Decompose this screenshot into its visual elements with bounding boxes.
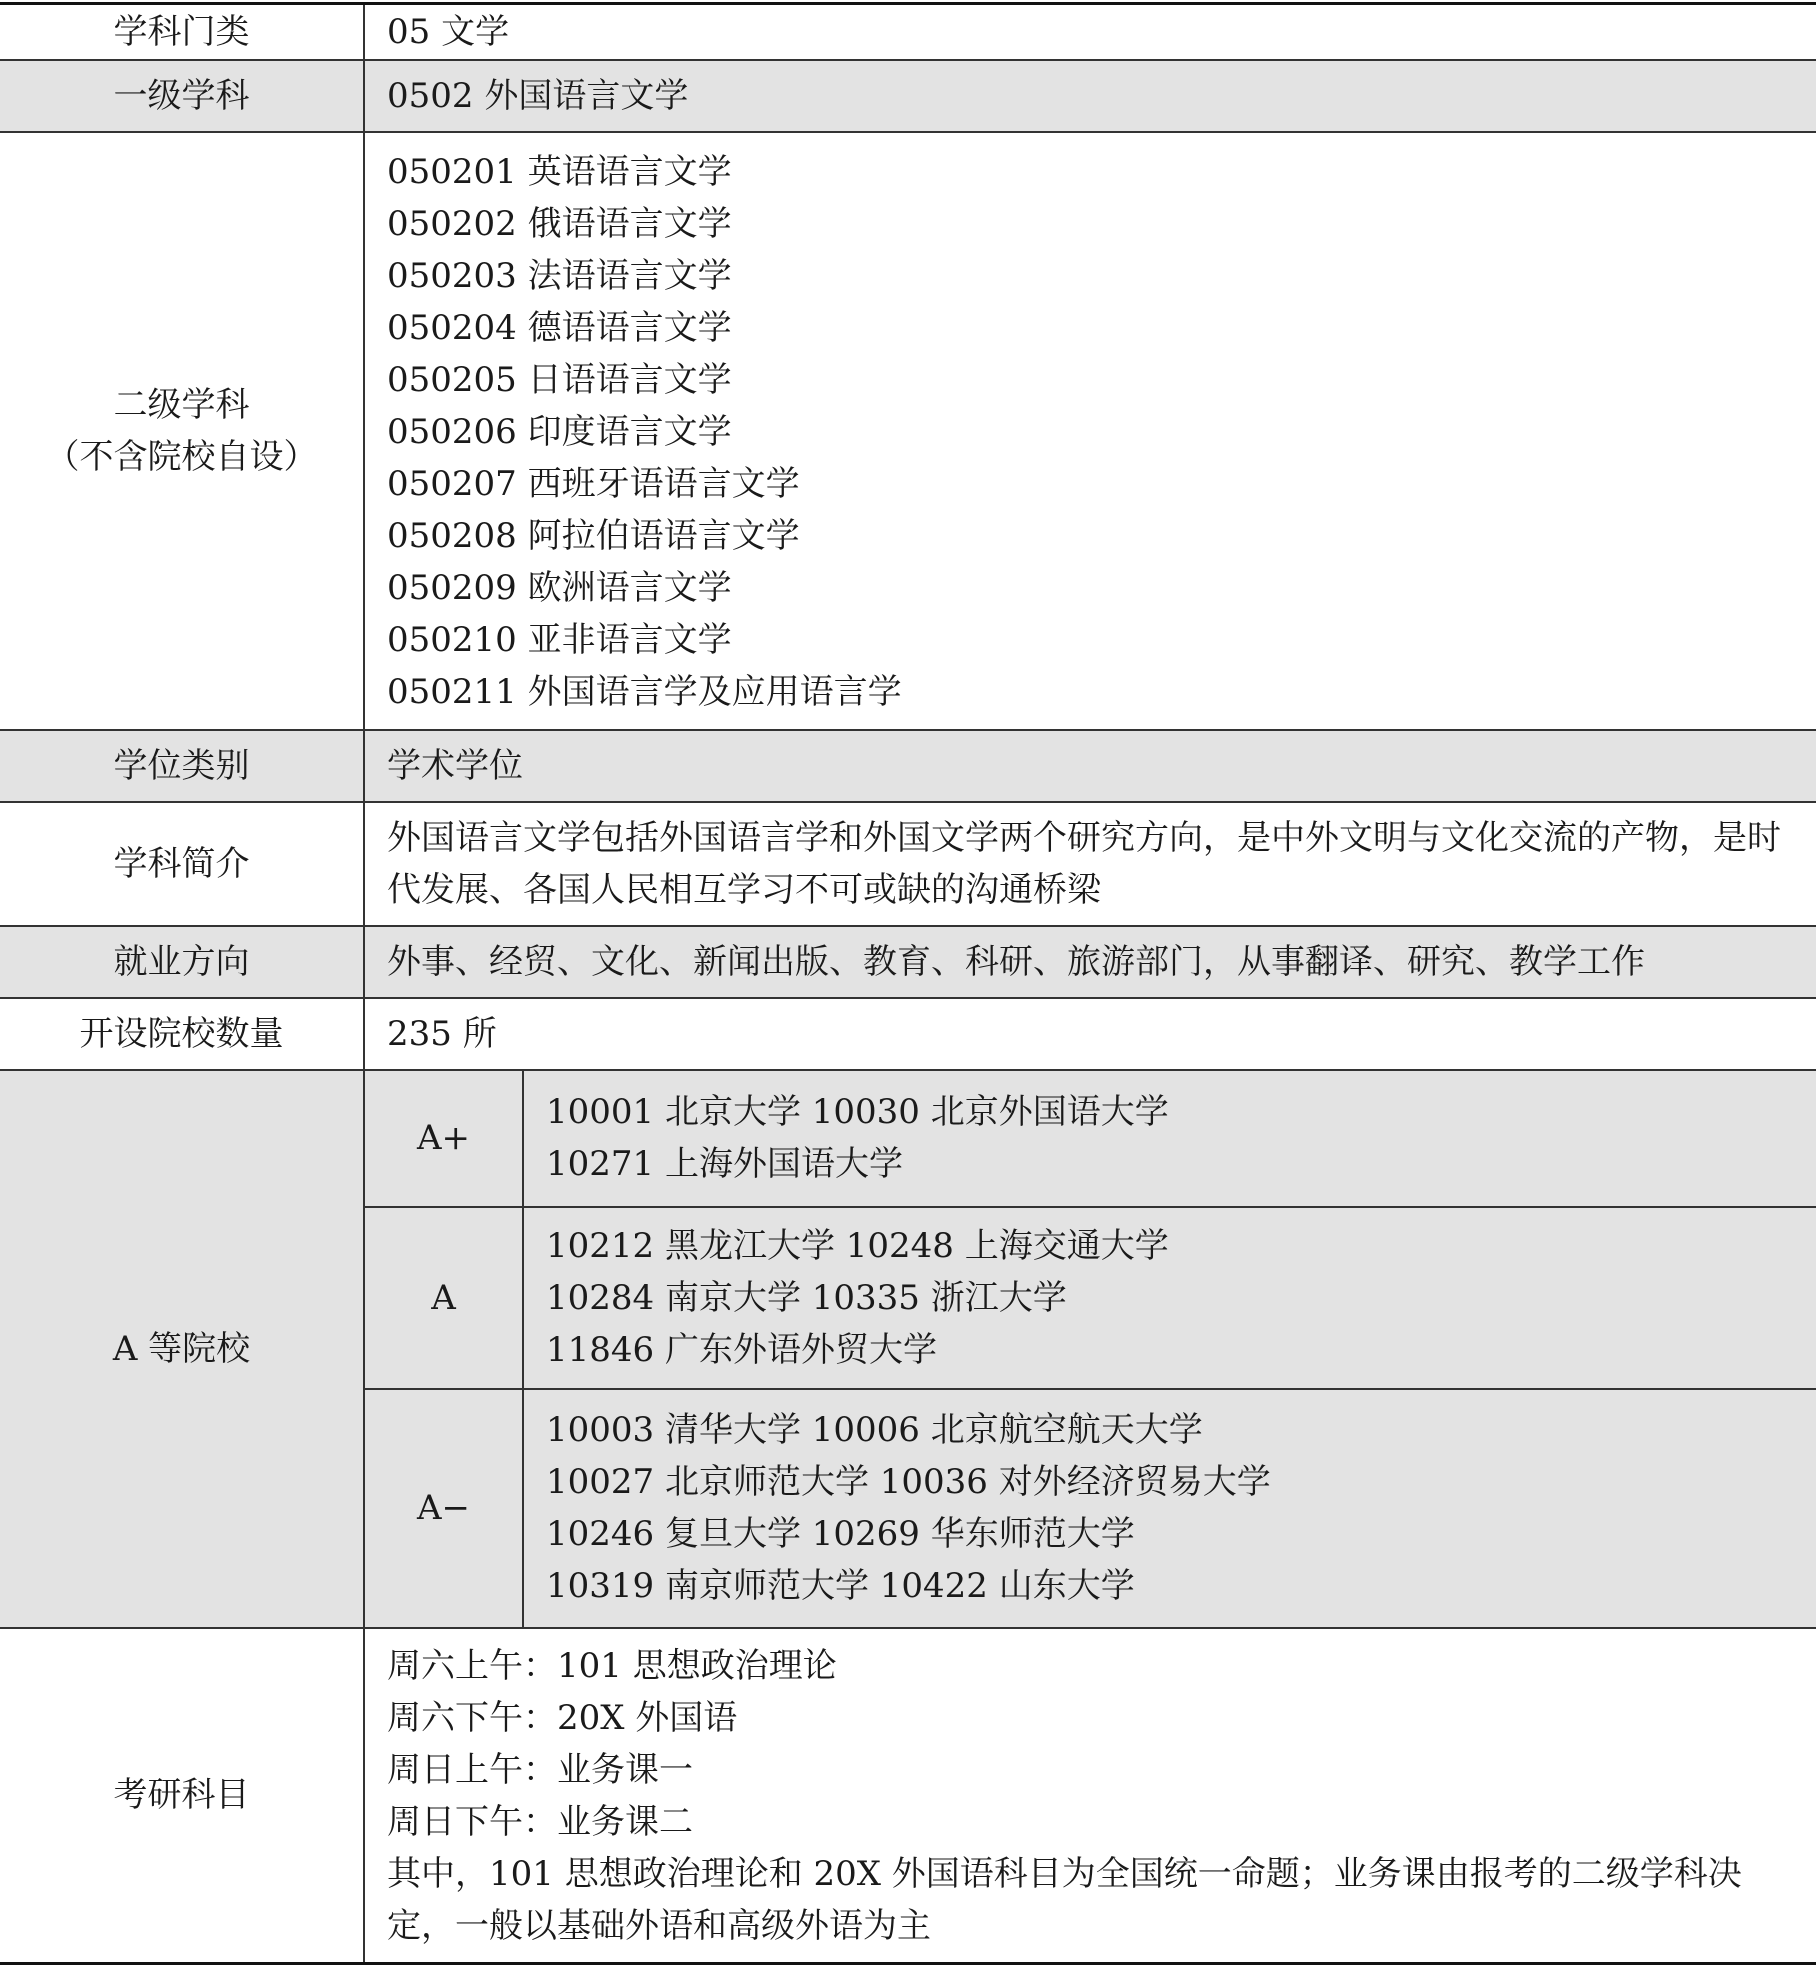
row-a-grade [0,1070,1816,1628]
value-exam [364,1628,1816,1964]
label-school-count: 开设院校数量 [0,998,364,1070]
grade-label-a: A [365,1207,523,1389]
exam-line: 周日上午：业务课一 [387,1750,693,1791]
label-second-level-line1: 二级学科 [113,384,250,425]
row-school-count [0,998,1816,1070]
a-grade-subtable [365,1071,1816,1627]
value-category: 05 文学 [364,4,1816,60]
exam-note: 其中，101 思想政治理论和 20X 外国语科目为全国统一命题；业务课由报考的二级学科决定，一般以基础外语和高级外语为主 [387,1854,1742,1947]
list-item: 050205 日语语言文学 [387,359,732,400]
exam-line: 周六下午：20X 外国语 [387,1698,738,1739]
label-degree-type: 学位类别 [0,730,364,802]
grade-row-a-minus [365,1389,1816,1627]
grade-row-a-plus [365,1071,1816,1207]
row-second-level [0,132,1816,730]
list-item: 050207 西班牙语语言文学 [387,463,800,504]
value-employment: 外事、经贸、文化、新闻出版、教育、科研、旅游部门，从事翻译、研究、教学工作 [364,926,1816,998]
label-a-grade: A 等院校 [0,1070,364,1628]
school-line: 10001 北京大学 10030 北京外国语大学 [546,1092,1169,1132]
label-employment: 就业方向 [0,926,364,998]
list-item: 050203 法语语言文学 [387,255,732,296]
discipline-info-table [0,2,1816,1965]
label-exam: 考研科目 [0,1628,364,1964]
value-intro [364,802,1816,926]
list-item: 050204 德语语言文学 [387,307,732,348]
grade-schools-a-plus [523,1071,1816,1207]
list-item: 050201 英语语言文学 [387,151,732,192]
list-item: 050210 亚非语言文学 [387,619,732,660]
exam-line: 周日下午：业务课二 [387,1802,693,1843]
row-degree-type [0,730,1816,802]
value-first-level: 0502 外国语言文学 [364,60,1816,132]
row-first-level [0,60,1816,132]
list-item: 050202 俄语语言文学 [387,203,732,244]
row-employment [0,926,1816,998]
list-item: 050211 外国语言学及应用语言学 [387,671,902,712]
row-exam [0,1628,1816,1964]
school-line: 10246 复旦大学 10269 华东师范大学 [546,1514,1135,1554]
school-line: 10271 上海外国语大学 [546,1144,903,1184]
grade-schools-a [523,1207,1816,1389]
intro-text: 外国语言文学包括外国语言学和外国文学两个研究方向，是中外文明与文化交流的产物，是时代发展、各国人民相互学习不可或缺的沟通桥梁 [387,817,1781,910]
exam-line: 周六上午：101 思想政治理论 [387,1646,837,1687]
grade-row-a [365,1207,1816,1389]
school-line: 10003 清华大学 10006 北京航空航天大学 [546,1410,1203,1450]
value-second-level-list [364,132,1816,730]
grade-label-a-plus: A+ [365,1071,523,1207]
school-line: 11846 广东外语外贸大学 [546,1329,937,1370]
row-category [0,4,1816,60]
value-degree-type: 学术学位 [364,730,1816,802]
a-grade-subtable-cell [364,1070,1816,1628]
label-second-level [0,132,364,730]
list-item: 050208 阿拉伯语语言文学 [387,515,800,556]
school-line: 10027 北京师范大学 10036 对外经济贸易大学 [546,1462,1271,1502]
school-line: 10319 南京师范大学 10422 山东大学 [546,1566,1135,1606]
grade-schools-a-minus [523,1389,1816,1627]
row-intro [0,802,1816,926]
list-item: 050209 欧洲语言文学 [387,567,732,608]
school-line: 10212 黑龙江大学 10248 上海交通大学 [546,1225,1169,1266]
label-first-level: 一级学科 [0,60,364,132]
grade-label-a-minus: A− [365,1389,523,1627]
value-school-count: 235 所 [364,998,1816,1070]
label-intro: 学科简介 [0,802,364,926]
list-item: 050206 印度语言文学 [387,411,732,452]
label-second-level-line2: （不含院校自设） [45,436,318,477]
school-line: 10284 南京大学 10335 浙江大学 [546,1277,1067,1318]
label-category: 学科门类 [0,4,364,60]
